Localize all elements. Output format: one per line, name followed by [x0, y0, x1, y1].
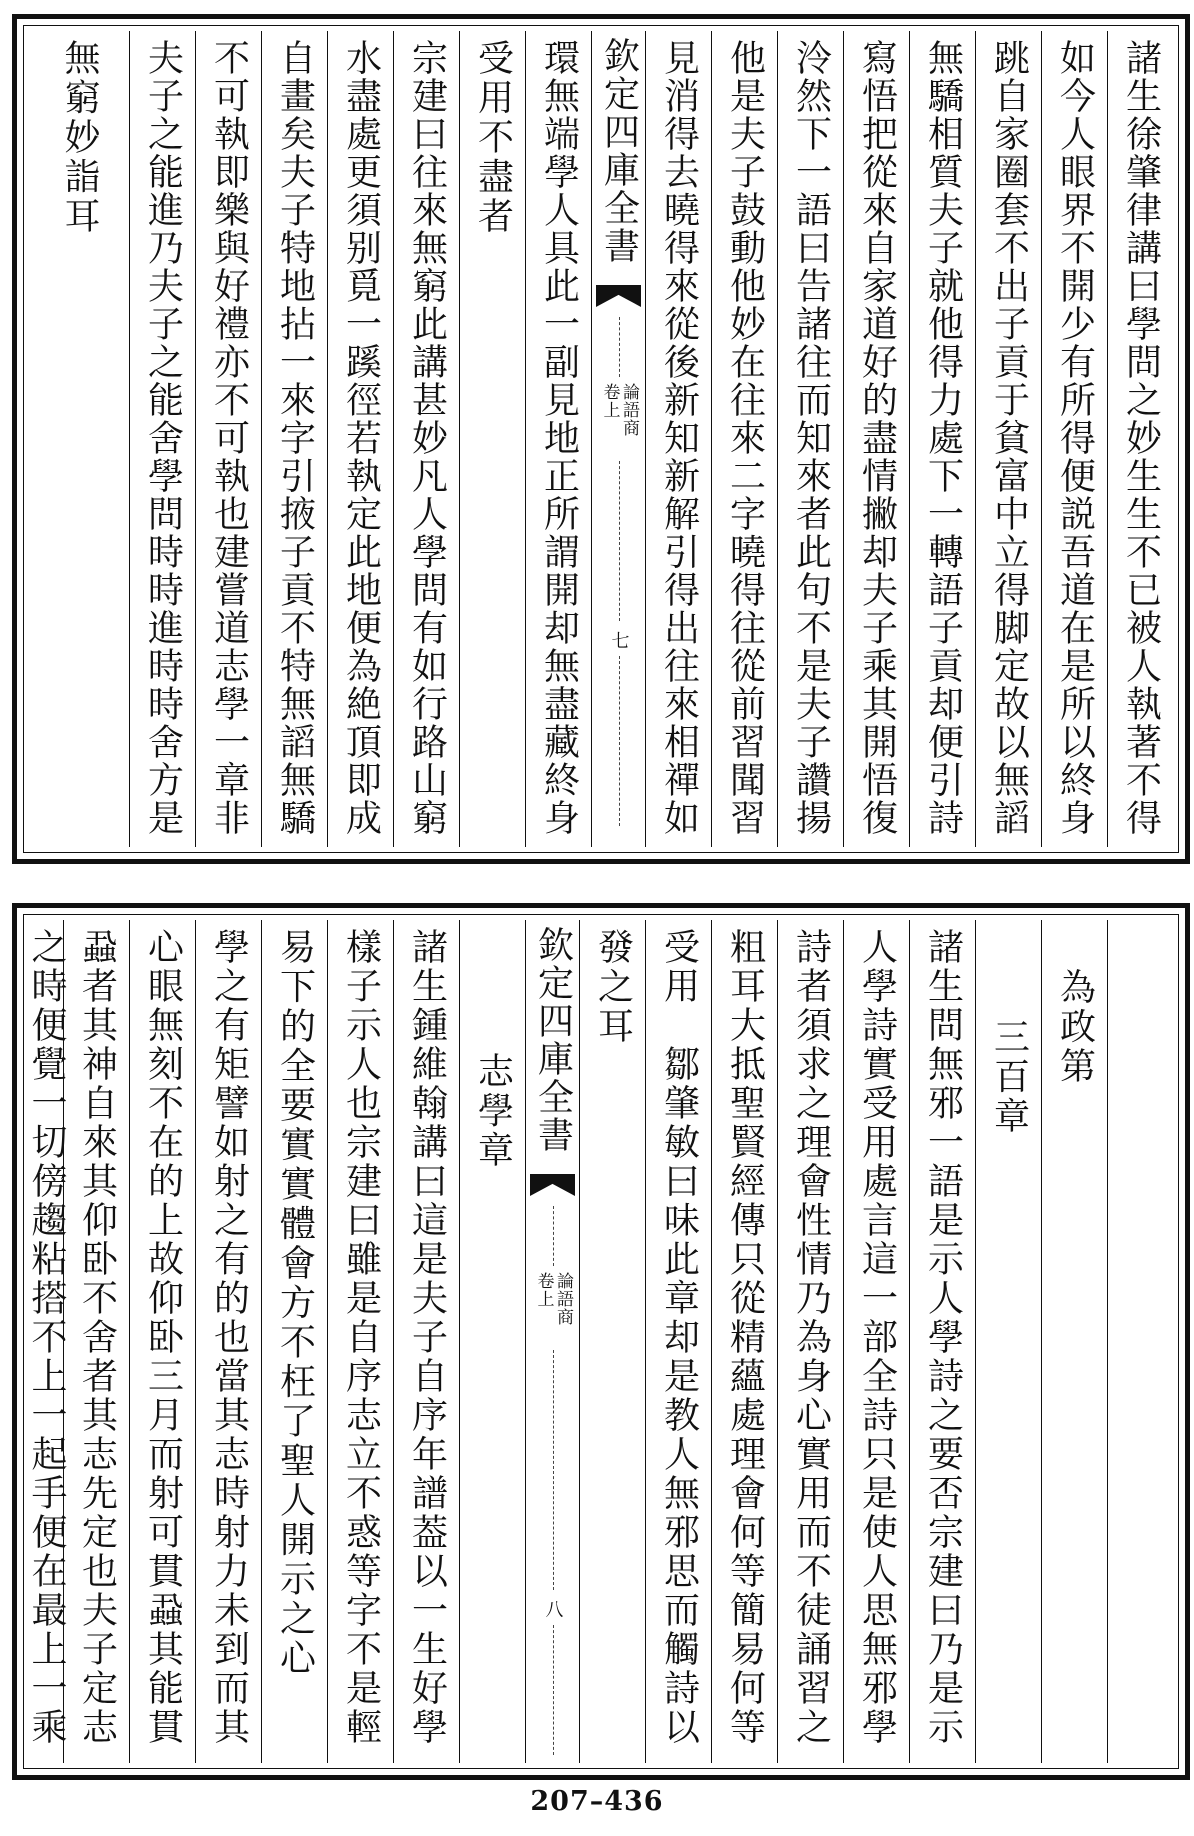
text-column — [525, 31, 591, 847]
column-text: 人學詩實受用處言這一部全詩只是使人思無邪學 — [856, 928, 898, 1747]
column-text: 不可執即樂與好禮亦不可執也建嘗道志學一章非 — [208, 39, 250, 837]
section-title: 志學章 — [472, 1052, 514, 1171]
text-column — [711, 920, 777, 1763]
text-column — [393, 920, 459, 1763]
text-column — [711, 31, 777, 847]
column-text: 詩者須求之理會性情乃為身心實用而不徒誦習之 — [790, 928, 832, 1747]
text-column — [579, 920, 645, 1763]
text-column — [327, 31, 393, 847]
column-text: 受用 鄒肇敏曰味此章却是教人無邪思而觸詩以 — [658, 928, 700, 1747]
library-title: 欽定四庫全書 — [598, 37, 640, 265]
column-text: 粗耳大抵聖賢經傳只從精蘊處理會何等簡易何等 — [724, 928, 766, 1747]
text-column — [459, 31, 525, 847]
column-text: 見消得去曉得來從後新知新解引得出往來相禪如 — [658, 39, 700, 837]
text-column — [261, 920, 327, 1763]
text-column — [777, 920, 843, 1763]
text-column — [393, 31, 459, 847]
text-column — [29, 31, 129, 847]
book-title: 論語商 卷上 — [533, 1272, 574, 1326]
column-text: 他是夫子鼓動他妙在往來二字曉得往從前習聞習 — [724, 39, 766, 837]
text-column — [843, 920, 909, 1763]
fishtail-mark — [596, 285, 641, 307]
column-text: 學之有矩譬如射之有的也當其志時射力未到而其 — [208, 928, 250, 1747]
section-title: 三百章 — [988, 1018, 1030, 1137]
column-text: 宗建曰往來無窮此講甚妙凡人學問有如行路山窮 — [406, 39, 448, 837]
text-column — [909, 31, 975, 847]
text-column — [909, 920, 975, 1763]
column-text: 泠然下一語曰告諸往而知來者此句不是夫子讚揚 — [790, 39, 832, 837]
chapter-heading-column — [1041, 920, 1107, 1763]
column-text: 樣子示人也宗建曰雖是自序志立不惑等字不是輕 — [340, 928, 382, 1747]
text-column — [777, 31, 843, 847]
fold-center-column — [525, 920, 579, 1763]
column-text: 諸生問無邪一語是示人學詩之要否宗建曰乃是示 — [922, 928, 964, 1747]
book-title: 論語商 卷上 — [599, 383, 640, 437]
column-text: 夫子之能進乃夫子之能舍學問時時進時時舍方是 — [142, 39, 184, 837]
library-title: 欽定四庫全書 — [532, 926, 574, 1154]
page-number: 207–436 — [530, 1786, 664, 1817]
text-column — [1041, 31, 1107, 847]
text-column — [129, 920, 195, 1763]
fold-center-column — [591, 31, 645, 847]
fold-line — [553, 1625, 554, 1755]
section-heading-column — [459, 920, 525, 1763]
column-text: 環無端學人具此一副見地正所謂開却無盡藏終身 — [538, 39, 580, 837]
column-text: 諸生鍾維翰講曰這是夫子自序年譜葢以一生好學 — [406, 928, 448, 1747]
upper-folio — [12, 14, 1190, 864]
column-text: 易下的全要實實體會方不枉了聖人開示之心 — [274, 928, 316, 1679]
fold-line — [619, 317, 620, 377]
fishtail-mark — [530, 1174, 575, 1196]
text-column — [645, 31, 711, 847]
column-text: 蝨者其神自來其仰卧不舍者其志先定也夫子定志 — [76, 928, 118, 1747]
text-column — [975, 31, 1041, 847]
fold-line — [553, 1350, 554, 1590]
chapter-title: 為政第 — [1054, 968, 1096, 1087]
text-column — [327, 920, 393, 1763]
text-column — [1107, 31, 1173, 847]
fold-line — [553, 1206, 554, 1266]
column-text: 受用不盡者 — [472, 39, 514, 237]
column-text: 無窮妙詣耳 — [59, 39, 100, 237]
column-text: 發之耳 — [592, 928, 634, 1047]
text-column — [195, 31, 261, 847]
lower-folio — [12, 903, 1190, 1780]
column-text: 之時便覺一切傍趨粘搭不上一起手便在最上一乘 — [26, 928, 67, 1747]
fold-line — [619, 656, 620, 826]
column-text: 諸生徐肇律講曰學問之妙生生不已被人執著不得 — [1120, 39, 1162, 837]
leaf-number: 八 — [542, 1600, 564, 1618]
column-text: 寫悟把從來自家道好的盡情撇却夫子乘其開悟復 — [856, 39, 898, 837]
text-column — [63, 920, 129, 1763]
column-text: 水盡處更須别覓一蹊徑若執定此地便為絶頂即成 — [340, 39, 382, 837]
column-text: 無驕相質夫子就他得力處下一轉語子貢却便引詩 — [922, 39, 964, 837]
fold-line — [619, 461, 620, 621]
text-column — [843, 31, 909, 847]
column-text: 跳自家圈套不出子貢于貧富中立得脚定故以無謟 — [988, 39, 1030, 837]
section-heading-column — [975, 920, 1041, 1763]
empty-column — [1107, 920, 1173, 1763]
text-column — [26, 920, 67, 1763]
text-column — [129, 31, 195, 847]
column-text: 心眼無刻不在的上故仰卧三月而射可貫蝨其能貫 — [142, 928, 184, 1747]
column-text: 自畫矣夫子特地拈一來字引掖子貢不特無謟無驕 — [274, 39, 316, 837]
text-column — [195, 920, 261, 1763]
leaf-number: 七 — [608, 631, 630, 649]
column-text: 如今人眼界不開少有所得便説吾道在是所以終身 — [1054, 39, 1096, 837]
text-column — [261, 31, 327, 847]
text-column — [645, 920, 711, 1763]
